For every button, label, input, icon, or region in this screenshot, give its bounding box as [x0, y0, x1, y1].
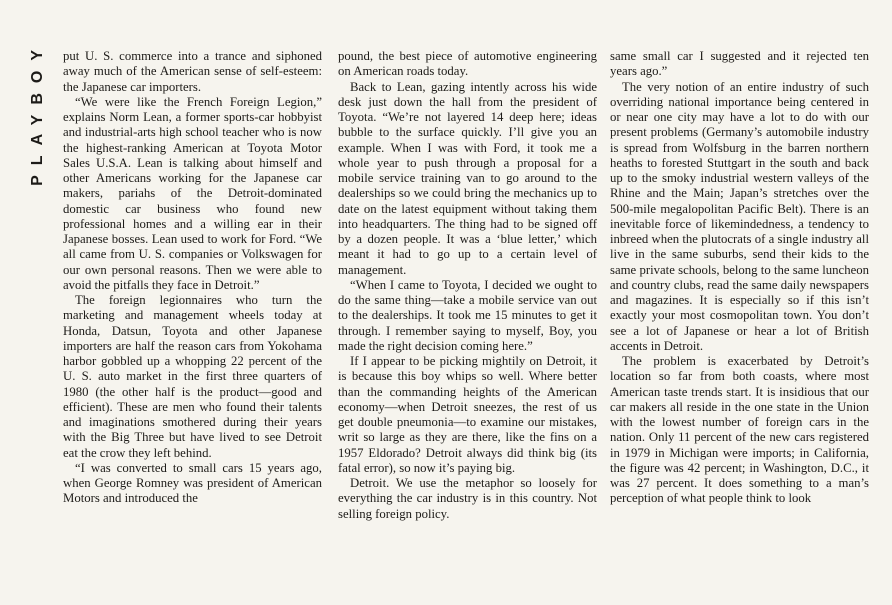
paragraph: The problem is exacerbated by Detroit’s location so far from both coasts, where most American taste trends start. It is insidious that our car makers all reside in the one state in the Union with the lowest number of foreign cars in the nation. Only 11 percent of the new cars registered in 1979 in Michigan were imports; in California, the figure was 42 percent; in Washington, D.C., it was 27 percent. It does something to a man’s perception of what people think to look — [610, 354, 869, 506]
paragraph: pound, the best piece of automotive engineering on American roads today. — [338, 49, 597, 79]
paragraph: “We were like the French Foreign Legion,” explains Norm Lean, a former sports-car hobbyist and industrial-arts high school teacher who is now the highest-ranking American at Toyota Motor Sales U.S.A. Lean is talking about himself and other Americans working for the Japanese car makers, pariahs of the Detroit-dominated domestic car business who found new professional homes and a willing ear in their Japanese bosses. Lean used to work for Ford. “We all came from U. S. companies or Volkswagen for our own personal reasons. Then we were able to avoid the pitfalls they face in Detroit.” — [63, 94, 322, 292]
text-column-3 — [610, 49, 869, 507]
playboy-masthead: PLAYBOY — [29, 40, 46, 186]
paragraph: put U. S. commerce into a trance and siphoned away much of the American sense of self-esteem: the Japanese car importers. — [63, 49, 322, 94]
paragraph: The very notion of an entire industry of such overriding national importance being centered in or near one city may have a lot to do with our present problems (Germany’s automobile industry is spread from Wolfsburg in the barren northern heaths to forested Stuttgart in the south and back up to the smoky industrial western valleys of the Rhine and the Main; Japan’s stretches over the 500-mile megalopolitan Pacific Belt). There is an inevitable force of likemindedness, a tendency to inbreed when the plutocrats of a single industry all live in the same suburbs, send their kids to the same private schools, belong to the same luncheon and country clubs, read the same daily newspapers and magazines. It is especially so if this isn’t exactly your most cosmopolitan town. You don’t see a lot of Japanese or hear a lot of British accents in Detroit. — [610, 79, 869, 353]
paragraph: Back to Lean, gazing intently across his wide desk just down the hall from the president of Toyota. “We’re not layered 14 deep here; ideas bubble to the surface quickly. I’ll give you an example. When I was with Ford, it took me a whole year to push through a proposal for a mobile service training van to go around to the dealerships so we could bring the mechanics up to date on the latest equipment without taking them into headquarters. The thing had to be signed off by a dozen people. It was a ‘blue letter,’ which meant it had to go up to a certain level of management. — [338, 79, 597, 277]
paragraph: Detroit. We use the metaphor so loosely for everything the car industry is in this country. Not selling foreign policy. — [338, 476, 597, 521]
paragraph: If I appear to be picking mightily on Detroit, it is because this boy whips so well. Where better than the commanding heights of the American economy—when Detroit sneezes, the rest of us get double pneumonia—to examine our mistakes, writ so large as they are there, like the fins on a 1957 Eldorado? Detroit always did think big (its fatal error), so now it’s paying big. — [338, 354, 597, 475]
paragraph: “When I came to Toyota, I decided we ought to do the same thing—take a mobile service van out to the dealerships. It took me 15 minutes to get it through. I remember saying to myself, Boy, you made the right decision coming here.” — [338, 277, 597, 353]
text-column-2 — [338, 49, 597, 522]
paragraph: same small car I suggested and it rejected ten years ago.” — [610, 49, 869, 79]
text-column-1 — [63, 49, 322, 507]
paragraph: The foreign legionnaires who turn the marketing and management wheels today at Honda, Datsun, Toyota and other Japanese importers are half the reason cars from Yokohama harbor gobbled up a whopping 22 percent of the U. S. auto market in the first three quarters of 1980 (the other half is the product—good and efficient). These are men who found their talents and imaginations smothered during their years with the Big Three but have lived to see Detroit eat the crow they left behind. — [63, 293, 322, 460]
paragraph: “I was converted to small cars 15 years ago, when George Romney was president of American Motors and introduced the — [63, 460, 322, 506]
